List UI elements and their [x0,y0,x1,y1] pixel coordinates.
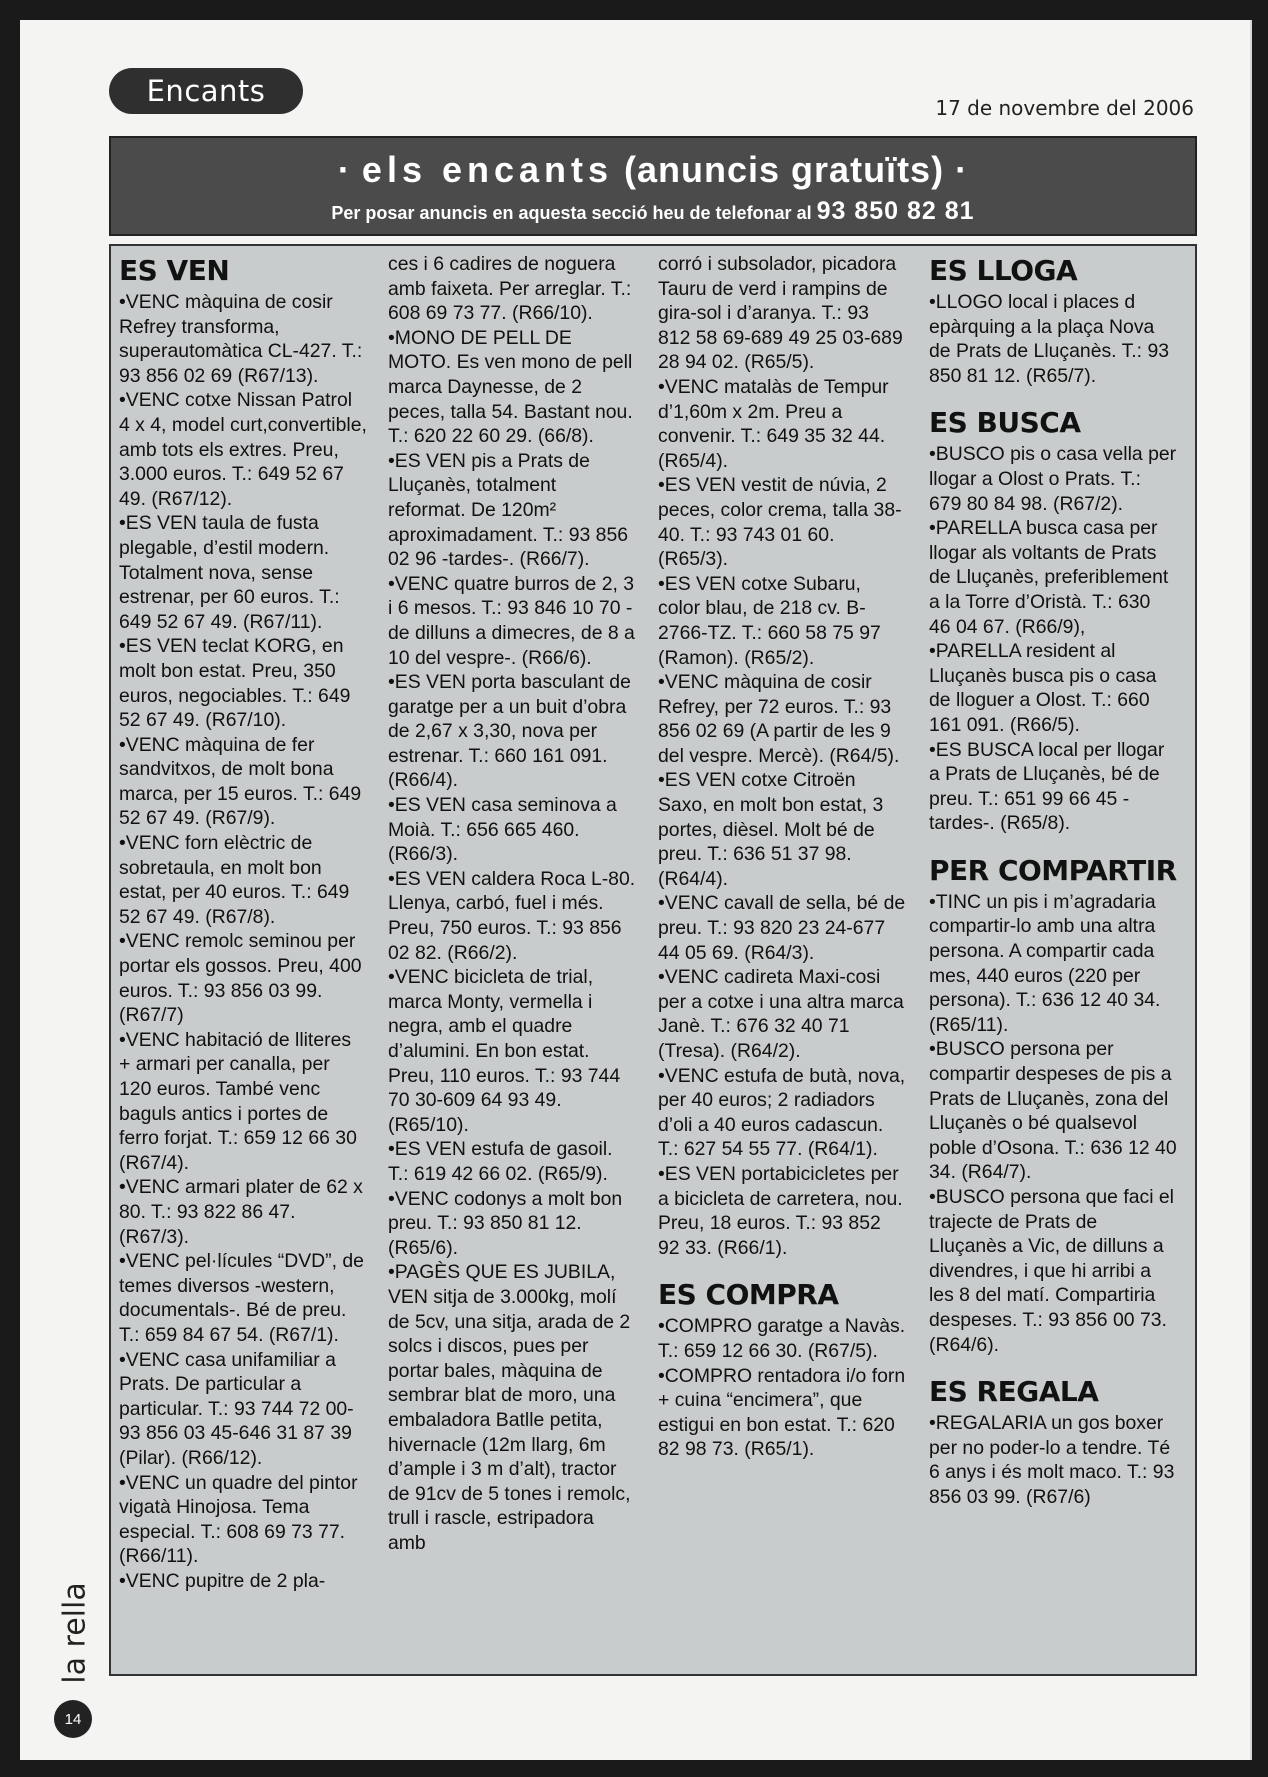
publication-name-text: la rella [57,1582,93,1684]
banner-title-main: els encants [361,149,614,190]
section-heading: ES COMPRA [658,1278,839,1312]
classifieds-box [109,244,1197,1676]
classified-ad: •PARELLA resident al Lluçanès busca pis o casa de lloguer a Olost. T.: 660 161 091. (R66/5). [929,640,1157,736]
classified-ad: •ES VEN estufa de gasoil. T.: 619 42 66 02. (R65/9). [388,1138,613,1185]
classified-ad: •VENC cavall de sella, bé de preu. T.: 93 820 23 24-677 44 05 69. (R64/3). [658,892,906,964]
classified-ad: •VENC casa unifamiliar a Prats. De particular a particular. T.: 93 744 72 00-93 856 03 45-646 31 87 39 (Pilar). (R66/12). [119,1348,354,1469]
magazine-page [20,20,1252,1760]
classified-ad: •VENC un quadre del pintor vigatà Hinojosa. Tema especial. T.: 608 69 73 77. (R66/11). [119,1471,358,1568]
banner-dot-right: · [955,149,969,190]
section-heading: ES REGALA [929,1375,1099,1409]
classified-ad: •BUSCO persona per compartir despeses de pis a Prats de Lluçanès, zona del Lluçanès o bé qualsevol poble d’Osona. T.: 636 12 40 34. (R64/7). [929,1038,1177,1184]
classified-ad: •REGALARIA un gos boxer per no poder-lo a tendre. Té 6 anys i és molt maco. T.: 93 856 03 99. (R67/6) [929,1412,1175,1508]
classified-ad: •ES VEN porta basculant de garatge per a un buit d’obra de 2,67 x 3,30, nova per estrenar. T.: 660 161 091. (R66/4). [388,671,631,792]
classified-ad: •VENC màquina de cosir Refrey transforma, superautomàtica CL-427. T.: 93 856 02 69 (R67/13). [119,291,363,387]
section-tab-label: Encants [146,74,266,108]
classified-ad: •BUSCO persona que faci el trajecte de Prats de Lluçanès a Vic, de dilluns a divendres, i que hi arribi a les 8 del matí. Compartiria despeses. T.: 93 856 00 73. (R64/6). [929,1186,1174,1356]
classified-ad: •PARELLA busca casa per llogar als voltants de Prats de Lluçanès, preferiblement a la Torre d’Oristà. T.: 630 46 04 67. (R66/9), [929,517,1169,638]
classified-ad: •ES VEN caldera Roca L-80. Llenya, carbó, fuel i més. Preu, 750 euros. T.: 93 856 02 82. (R66/2). [388,867,636,964]
classified-ad: •LLOGO local i places d epàrquing a la plaça Nova de Prats de Lluçanès. T.: 93 850 81 12. (R65/7). [929,291,1170,387]
section-heading: ES VEN [119,254,230,287]
classified-ad: •VENC remolc seminou per portar els gossos. Preu, 400 euros. T.: 93 856 03 99. (R67/7) [119,930,362,1027]
classified-ad: •COMPRO garatge a Navàs. T.: 659 12 66 30. (R67/5). [658,1315,906,1362]
classified-ad: •TINC un pis i m’agradaria compartir-lo amb una altra persona. A compartir cada mes, 440 euros (220 per persona). T.: 636 12 40 34. (R65/11). [929,890,1161,1036]
classified-ad: •BUSCO pis o casa vella per llogar a Olost o Prats. T.: 679 80 84 98. (R67/2). [929,443,1177,515]
ads-column-4 [929,252,1177,1510]
classified-ad: •VENC codonys a molt bon preu. T.: 93 850 81 12. (R65/6). [388,1187,623,1259]
classified-ad: •VENC matalàs de Tempur d’1,60m x 2m. Preu a convenir. T.: 649 35 32 44. (R65/4). [658,375,889,472]
classified-ad: •VENC pel·lícules “DVD”, de temes diversos -western, documentals-. Bé de preu. T.: 659 84 67 54. (R67/1). [119,1250,364,1346]
banner-dot-left: · [337,149,351,190]
classified-ad: •ES VEN pis a Prats de Lluçanès, totalment reformat. De 120m² aproximadament. T.: 93 856 02 96 -tardes-. (R66/7). [388,449,629,571]
banner-subtitle [111,197,1195,226]
classified-ad: •VENC màquina de cosir Refrey, per 72 euros. T.: 93 856 02 69 (A partir de les 9 del vespre. Mercè). (R64/5). [658,671,900,767]
page-number-badge [54,1700,92,1738]
classified-ad: •VENC cotxe Nissan Patrol 4 x 4, model curt,convertible, amb tots els extres. Preu, 3.000 euros. T.: 649 52 67 49. (R67/12). [119,389,367,510]
publication-name [52,1578,98,1688]
classified-ad: •COMPRO rentadora i/o forn + cuina “encimera”, que estigui en bon estat. T.: 620 82 98 73. (R65/1). [658,1364,906,1461]
classified-ad: •ES VEN portabicicletes per a bicicleta de carretera, nou. Preu, 18 euros. T.: 93 852 92 33. (R66/1). [658,1162,903,1259]
classified-ad: •ES BUSCA local per llogar a Prats de Lluçanès, bé de preu. T.: 651 99 66 45 -tardes-. (R65/8). [929,738,1165,835]
classified-ad: •VENC armari plater de 62 x 80. T.: 93 822 86 47. (R67/3). [119,1176,363,1248]
ads-column-1 [119,252,367,1593]
classified-ad: •PAGÈS QUE ES JUBILA, VEN sitja de 3.000kg, molí de 5cv, una sitja, arada de 2 solcs i discos, pues per portar bales, màquina de sembrar blat de moro, una embaladora Batlle petita, hivernacle (12m llarg, 6m d’ample i 3 m d’alt), tractor de 91cv de 5 tones i remolc, trull i rascle, estripadora amb [388,1261,631,1554]
page-number: 14 [64,1710,82,1728]
issue-date: 17 de novembre del 2006 [935,96,1194,120]
classified-ad: ces i 6 cadires de noguera amb faixeta. Per arreglar. T.: 608 69 73 77. (R66/10). [388,253,632,325]
section-heading: PER COMPARTIR [929,853,1177,887]
classified-ad: •VENC habitació de lliteres + armari per canalla, per 120 euros. També venc baguls antics i portes de ferro forjat. T.: 659 12 66 30 (R67/4). [119,1028,357,1174]
classified-ad: •ES VEN cotxe Subaru, color blau, de 218 cv. B-2766-TZ. T.: 660 58 75 97 (Ramon). (R65/2). [658,572,881,669]
section-heading: ES LLOGA [929,254,1078,287]
classified-ad: •VENC quatre burros de 2, 3 i 6 mesos. T.: 93 846 10 70 -de dilluns a dimecres, de 8 a 10 del vespre-. (R66/6). [388,572,635,669]
classified-ad: •VENC pupitre de 2 pla- [119,1569,326,1592]
classified-ad: •MONO DE PELL DE MOTO. Es ven mono de pell marca Daynesse, de 2 peces, talla 54. Bastant nou. T.: 620 22 60 29. (66/8). [388,326,633,448]
classified-ad: •VENC màquina de fer sandvitxos, de molt bona marca, per 15 euros. T.: 649 52 67 49. (R67/9). [119,733,362,830]
classified-ad: •ES VEN cotxe Citroën Saxo, en molt bon estat, 3 portes, dièsel. Molt bé de preu. T.: 636 51 37 98. (R64/4). [658,769,884,890]
section-tab [109,68,303,114]
classified-ad: •ES VEN teclat KORG, en molt bon estat. Preu, 350 euros, negociables. T.: 649 52 67 49. (R67/10). [119,635,351,732]
classified-ad: •ES VEN vestit de núvia, 2 peces, color crema, talla 38-40. T.: 93 743 01 60. (R65/3). [658,474,902,571]
classifieds-banner [109,136,1197,236]
banner-subtitle-text: Per posar anuncis en aquesta secció heu de telefonar al [331,203,817,223]
classified-ad: •ES VEN casa seminova a Moià. T.: 656 665 460. (R66/3). [388,794,617,866]
ads-column-2 [388,252,636,1555]
classified-ad: •VENC estufa de butà, nova, per 40 euros; 2 radiadors d’oli a 40 euros cadascun. T.: 627 54 55 77. (R64/1). [658,1064,906,1161]
classified-ad: •VENC cadireta Maxi-cosi per a cotxe i una altra marca Janè. T.: 676 32 40 71 (Tresa). (R64/2). [658,966,904,1062]
banner-title [111,149,1195,191]
classified-ad: •ES VEN taula de fusta plegable, d’estil modern. Totalment nova, sense estrenar, per 60 euros. T.: 649 52 67 49. (R67/11). [119,512,340,633]
ads-column-3 [658,252,906,1462]
banner-title-rest: (anuncis gratuïts) [613,149,945,190]
classified-ad: •VENC bicicleta de trial, marca Monty, vermella i negra, amb el quadre d’alumini. En bon estat. Preu, 110 euros. T.: 93 744 70 30-609 64 93 49. (R65/10). [388,966,621,1136]
classified-ad: corró i subsolador, picadora Tauru de verd i rampins de gira-sol i d’aranya. T.: 93 812 58 69-689 49 25 03-689 28 94 02. (R65/5). [658,253,903,374]
banner-phone: 93 850 82 81 [816,197,975,225]
classified-ad: •VENC forn elèctric de sobretaula, en molt bon estat, per 40 euros. T.: 649 52 67 49. (R67/8). [119,832,350,928]
section-heading: ES BUSCA [929,406,1081,440]
